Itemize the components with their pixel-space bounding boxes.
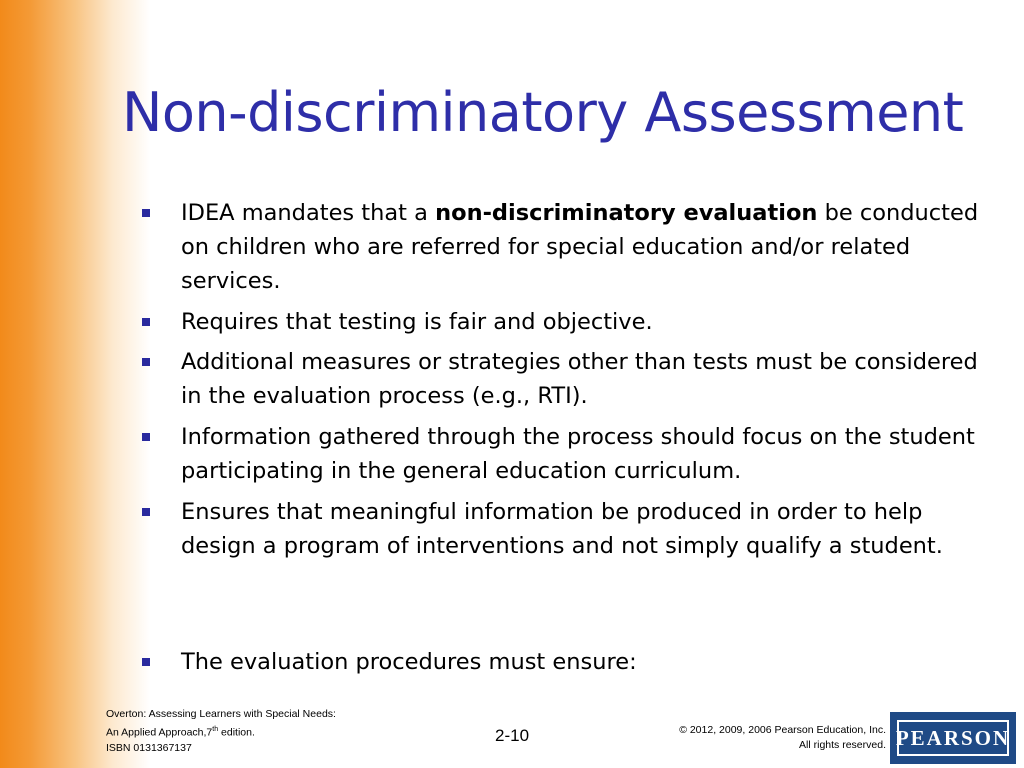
bullet-text: Additional measures or strategies other than tests must be considered in the evaluation process (e.g., RTI). (181, 349, 978, 409)
copyright-notice (679, 723, 886, 753)
slide-number: 2-10 (495, 726, 530, 745)
book-title-line: Overton: Assessing Learners with Special Needs: (106, 708, 336, 720)
book-edition-suffix: edition. (218, 726, 255, 739)
square-bullet-icon (142, 209, 150, 217)
square-bullet-icon (142, 433, 150, 441)
slide-title: Non-discriminatory Assessment (122, 81, 964, 144)
bullet-item (142, 345, 992, 413)
bullet-item (142, 495, 992, 563)
bullet-text: Information gathered through the process should focus on the student participating in the general education curriculum. (181, 424, 975, 484)
bullet-text-part: IDEA mandates that a (181, 200, 436, 226)
bullet-item (142, 196, 992, 298)
book-edition-line (106, 722, 336, 741)
bullet-bold-term: non-discriminatory evaluation (435, 200, 818, 226)
bullet-item (142, 305, 992, 339)
square-bullet-icon (142, 358, 150, 366)
square-bullet-icon (142, 658, 150, 666)
bullet-text-part: be conducted on children who are referred for special education and/or related services. (181, 200, 979, 294)
bullet-item (142, 420, 992, 488)
pearson-logo-text: PEARSON (897, 720, 1009, 756)
edition-superscript: th (212, 726, 219, 733)
book-citation (106, 707, 336, 756)
book-edition-text: An Applied Approach,7 (106, 726, 213, 739)
bullet-text: Requires that testing is fair and objective. (181, 309, 653, 335)
bullet-text: The evaluation procedures must ensure: (181, 649, 637, 675)
square-bullet-icon (142, 318, 150, 326)
bullet-text: Ensures that meaningful information be produced in order to help design a program of interventions and not simply qualify a student. (181, 499, 943, 559)
square-bullet-icon (142, 508, 150, 516)
isbn-line: ISBN 0131367137 (106, 741, 192, 754)
copyright-line: © 2012, 2009, 2006 Pearson Education, Inc. (679, 724, 886, 736)
rights-line: All rights reserved. (799, 739, 886, 751)
pearson-logo (890, 712, 1016, 764)
bullet-text (181, 196, 991, 298)
bullet-item (142, 645, 992, 679)
